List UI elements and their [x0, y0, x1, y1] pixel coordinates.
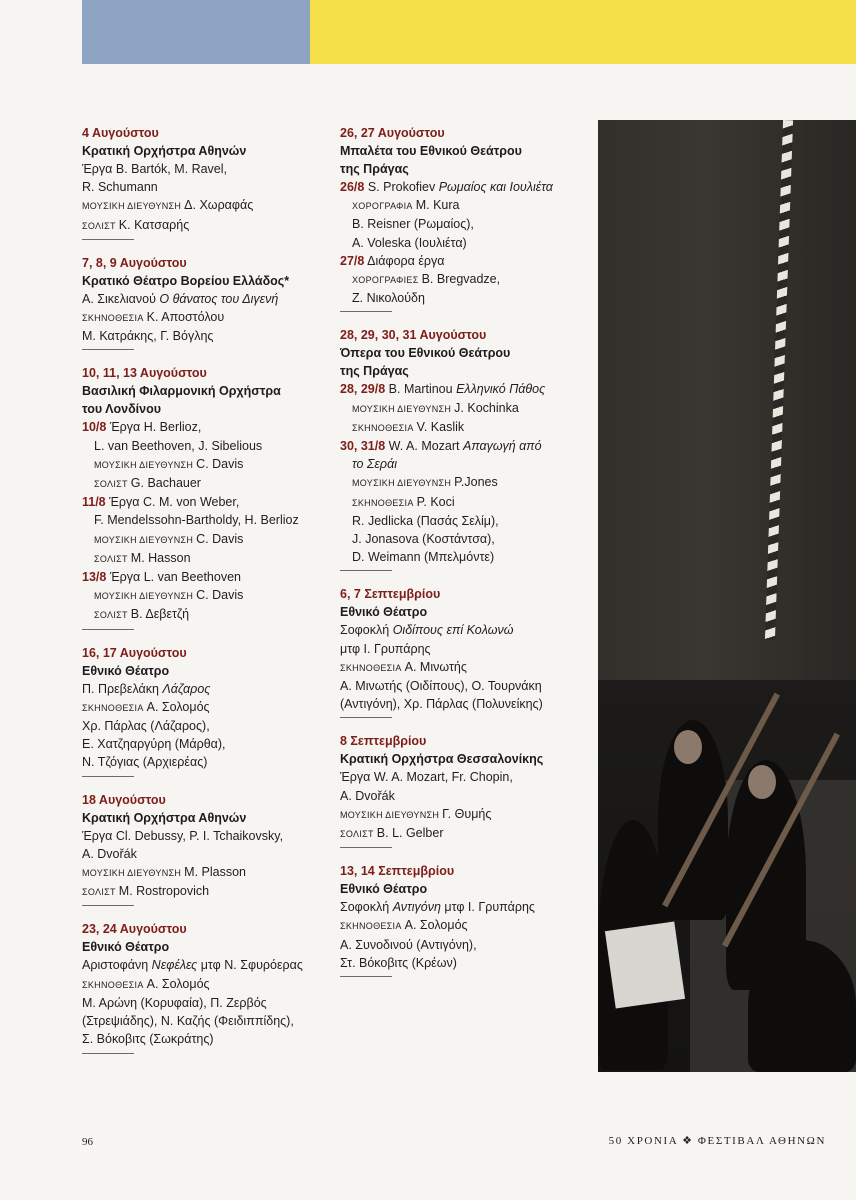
event-aug-28-31 [340, 326, 590, 571]
right-column [340, 124, 590, 991]
program-line: F. Mendelssohn-Bartholdy, H. Berlioz [94, 513, 299, 528]
event-venue: Κρατική Ορχήστρα Αθηνών [82, 144, 247, 158]
soloist-name: G. Bachauer [130, 476, 201, 491]
event-venue: Κρατική Ορχήστρα Αθηνών [82, 810, 247, 825]
cast-line: Σ. Βόκοβιτς (Σωκράτης) [82, 1032, 214, 1047]
cast-line: B. Reisner (Ρωμαίος), [352, 217, 474, 232]
divider [82, 629, 134, 630]
conductor-line [82, 863, 332, 882]
music-stand [605, 922, 685, 1009]
soloist-line [340, 824, 590, 843]
event-aug-7-9 [82, 254, 332, 351]
director-name: P. Koci [416, 494, 455, 509]
choreography-line [340, 196, 590, 215]
header-blue-bar [82, 0, 310, 64]
role-label: ΜΟΥΣΙΚΗ ΔΙΕΥΘΥΝΣΗ [94, 534, 194, 545]
program-text: Διάφορα έργα [367, 253, 445, 268]
program-line [340, 178, 590, 196]
role-label: ΜΟΥΣΙΚΗ ΔΙΕΥΘΥΝΣΗ [352, 403, 452, 414]
director-line [340, 658, 590, 677]
role-label: ΜΟΥΣΙΚΗ ΔΙΕΥΘΥΝΣΗ [94, 459, 194, 470]
event-sep-8 [340, 732, 590, 848]
program-line: R. Schumann [82, 180, 158, 195]
cast-line: R. Jedlicka (Πασάς Σελίμ), [352, 513, 499, 528]
program-line [340, 437, 590, 455]
composer: B. Martinou [388, 382, 453, 397]
program-line [82, 493, 332, 511]
divider [340, 976, 392, 977]
program-text: Έργα L. van Beethoven [109, 570, 241, 585]
conductor-line [340, 473, 590, 492]
page-number: 96 [82, 1136, 93, 1148]
author: Π. Πρεβελάκη [82, 681, 159, 696]
program-line [82, 418, 332, 436]
author: Σοφοκλή [340, 900, 390, 915]
event-venue: Κρατικό Θέατρο Βορείου Ελλάδος* [82, 273, 290, 288]
choreography-line: Z. Νικολούδη [352, 291, 425, 306]
role-label: ΣΟΛΙΣΤ [82, 887, 116, 898]
divider [340, 717, 392, 718]
program-text: Έργα H. Berlioz, [109, 420, 202, 435]
divider [82, 239, 134, 240]
role-label: ΜΟΥΣΙΚΗ ΔΙΕΥΘΥΝΣΗ [352, 478, 452, 489]
event-date: 16, 17 Αυγούστου [82, 645, 187, 660]
event-date: 26, 27 Αυγούστου [340, 126, 445, 140]
event-venue: Εθνικό Θέατρο [82, 940, 170, 955]
event-aug-18 [82, 791, 332, 907]
event-date: 13, 14 Σεπτεμβρίου [340, 864, 455, 879]
event-sep-13-14 [340, 862, 590, 977]
musician-face [748, 765, 776, 799]
role-label: ΣΟΛΙΣΤ [94, 479, 128, 490]
director-line [82, 975, 332, 994]
director-name: Α. Σολομός [146, 976, 210, 991]
soloist-name: B. L. Gelber [376, 826, 444, 841]
cast-line: Μ. Αρώνη (Κορυφαία), Π. Ζερβός [82, 995, 267, 1010]
role-label: ΣΚΗΝΟΘΕΣΙΑ [82, 979, 144, 990]
cast-line: A. Voleska (Ιουλιέτα) [352, 235, 467, 250]
cast-line: Α. Μινωτής (Οιδίπους), Ο. Τουρνάκη [340, 679, 542, 694]
sub-date: 30, 31/8 [340, 439, 386, 454]
running-footer: 50 ΧΡΟΝΙΑ ❖ ΦΕΣΤΙΒΑΛ ΑΘΗΝΩΝ [608, 1135, 826, 1147]
soloist-line [82, 549, 332, 568]
header-yellow-bar [310, 0, 856, 64]
role-label: ΣΚΗΝΟΘΕΣΙΑ [82, 313, 144, 324]
conductor-name: C. Davis [196, 456, 244, 471]
work-title: Νεφέλες [151, 958, 198, 973]
director-line [340, 493, 590, 512]
work-title: Απαγωγή από [463, 439, 542, 454]
work-title: Αντιγόνη [392, 900, 441, 915]
program-line: A. Dvořák [82, 846, 137, 861]
event-date: 7, 8, 9 Αυγούστου [82, 255, 187, 270]
role-label: ΜΟΥΣΙΚΗ ΔΙΕΥΘΥΝΣΗ [82, 201, 182, 212]
director-name: Α. Μινωτής [404, 659, 467, 674]
conductor-line [82, 530, 332, 549]
composer: S. Prokofiev [367, 180, 436, 194]
sub-date: 13/8 [82, 570, 107, 585]
work-title: Οιδίπους επί Κολωνώ [392, 623, 514, 638]
author: Αριστοφάνη [82, 958, 149, 973]
event-venue: Μπαλέτα του Εθνικού Θεάτρου [340, 144, 522, 158]
event-aug-23-24 [82, 920, 332, 1053]
event-date: 6, 7 Σεπτεμβρίου [340, 587, 441, 602]
program-line: A. Dvořák [340, 788, 395, 803]
program-line [82, 290, 332, 308]
program-line: Έργα B. Bartók, M. Ravel, [82, 162, 228, 176]
role-label: ΣΟΛΙΣΤ [94, 553, 128, 564]
translator-line: μτφ Ι. Γρυπάρης [340, 641, 431, 656]
work-title: Ο θάνατος του Διγενή [159, 291, 279, 306]
conductor-line [82, 455, 332, 474]
program-line [82, 568, 332, 586]
event-venue: της Πράγας [340, 364, 409, 379]
soloist-line [82, 216, 332, 235]
sub-date: 28, 29/8 [340, 382, 386, 397]
divider [82, 905, 134, 906]
event-aug-16-17 [82, 644, 332, 777]
event-venue: Κρατική Ορχήστρα Θεσσαλονίκης [340, 752, 544, 767]
cast-line: Ν. Τζόγιας (Αρχιερέας) [82, 755, 208, 770]
sub-date: 27/8 [340, 253, 365, 268]
cast-line: (Αντιγόνη), Χρ. Πάρλας (Πολυνείκης) [340, 697, 543, 712]
conductor-name: Γ. Θυμής [442, 806, 492, 821]
event-date: 10, 11, 13 Αυγούστου [82, 366, 207, 381]
role-label: ΣΚΗΝΟΘΕΣΙΑ [340, 662, 402, 673]
program-line: Έργα W. A. Mozart, Fr. Chopin, [340, 770, 513, 785]
divider [82, 776, 134, 777]
soloist-name: M. Hasson [130, 550, 191, 565]
program-line: L. van Beethoven, J. Sibelious [94, 438, 263, 453]
conductor-line [82, 586, 332, 605]
left-column [82, 124, 332, 1068]
program-line [340, 621, 590, 639]
conductor-line [340, 399, 590, 418]
program-line [82, 956, 332, 974]
translator: μτφ Ι. Γρυπάρης [444, 900, 535, 915]
program-line [340, 380, 590, 398]
event-venue: Εθνικό Θέατρο [340, 605, 428, 620]
event-venue: του Λονδίνου [82, 402, 161, 417]
cast-line: J. Jonasova (Κοστάντσα), [352, 532, 495, 547]
sub-date: 10/8 [82, 420, 107, 435]
role-label: ΣΚΗΝΟΘΕΣΙΑ [352, 497, 414, 508]
event-aug-4 [82, 124, 332, 240]
musician-figure [748, 940, 856, 1072]
director-line [340, 916, 590, 935]
stone-wall [598, 120, 856, 680]
conductor-name: J. Kochinka [454, 400, 519, 415]
divider [340, 570, 392, 571]
director-name: Α. Σολομός [404, 918, 468, 933]
role-label: ΣΟΛΙΣΤ [82, 220, 116, 231]
composer: W. A. Mozart [388, 439, 460, 454]
conductor-name: C. Davis [196, 588, 244, 603]
director-line [82, 698, 332, 717]
role-label: ΜΟΥΣΙΚΗ ΔΙΕΥΘΥΝΣΗ [82, 868, 182, 879]
cast-line: Στ. Βόκοβιτς (Κρέων) [340, 955, 457, 970]
role-label: ΜΟΥΣΙΚΗ ΔΙΕΥΘΥΝΣΗ [340, 809, 440, 820]
author: Α. Σικελιανού [82, 291, 156, 306]
program-line: Έργα Cl. Debussy, P. I. Tchaikovsky, [82, 828, 284, 843]
event-venue: Εθνικό Θέατρο [340, 882, 428, 897]
event-date: 18 Αυγούστου [82, 792, 166, 807]
conductor-line [82, 196, 332, 215]
soloist-name: M. Rostropovich [118, 884, 210, 899]
conductor-name: Δ. Χωραφάς [184, 198, 254, 213]
event-date: 23, 24 Αυγούστου [82, 922, 187, 937]
translator: μτφ Ν. Σφυρόερας [200, 958, 303, 973]
orchestra-photo [598, 120, 856, 1072]
role-label: ΣΟΛΙΣΤ [94, 610, 128, 621]
role-label: ΧΟΡΟΓΡΑΦΙΕΣ [352, 275, 419, 286]
event-date: 4 Αυγούστου [82, 126, 159, 140]
role-label: ΣΚΗΝΟΘΕΣΙΑ [352, 422, 414, 433]
cast-line: Χρ. Πάρλας (Λάζαρος), [82, 719, 210, 734]
sub-date: 26/8 [340, 180, 365, 194]
cast-line: D. Weimann (Μπελμόντε) [352, 550, 495, 565]
cast-line: Ε. Χατζηαργύρη (Μάρθα), [82, 737, 226, 752]
director-line [340, 418, 590, 437]
musician-face [674, 730, 702, 764]
conductor-name: P.Jones [454, 475, 498, 490]
work-title: Ρωμαίος και Ιουλιέτα [438, 180, 553, 194]
event-date: 8 Σεπτεμβρίου [340, 734, 427, 749]
author: Σοφοκλή [340, 623, 390, 638]
work-title: Ελληνικό Πάθος [456, 382, 546, 397]
role-label: ΣΚΗΝΟΘΕΣΙΑ [82, 702, 144, 713]
event-venue: Εθνικό Θέατρο [82, 663, 170, 678]
director-line [82, 308, 332, 327]
cast-line: Α. Συνοδινού (Αντιγόνη), [340, 937, 477, 952]
director-name: Α. Σολομός [146, 699, 210, 714]
program-text: Έργα C. M. von Weber, [109, 495, 240, 510]
event-date: 28, 29, 30, 31 Αυγούστου [340, 328, 487, 343]
event-aug-26-27 [340, 124, 590, 312]
program-line [340, 252, 590, 270]
choreographer-name: M. Kura [415, 198, 460, 213]
choreographer-name: B. Bregvadze, [421, 272, 501, 287]
conductor-name: C. Davis [196, 531, 244, 546]
program-line [82, 680, 332, 698]
role-label: ΣΟΛΙΣΤ [340, 829, 374, 840]
work-title-cont: το Σεράι [352, 457, 397, 472]
cast-line: (Στρεψιάδης), Ν. Καζής (Φειδιππίδης), [82, 1014, 294, 1029]
director-name: Κ. Αποστόλου [146, 310, 225, 325]
soloist-line [82, 605, 332, 624]
divider [340, 311, 392, 312]
work-title: Λάζαρος [162, 681, 211, 696]
soloist-line [82, 474, 332, 493]
program-line [340, 898, 590, 916]
conductor-line [340, 805, 590, 824]
cast-line: Μ. Κατράκης, Γ. Βόγλης [82, 329, 214, 344]
divider [82, 349, 134, 350]
role-label: ΜΟΥΣΙΚΗ ΔΙΕΥΘΥΝΣΗ [94, 591, 194, 602]
event-aug-10-13 [82, 364, 332, 629]
soloist-name: Κ. Κατσαρής [118, 217, 190, 232]
event-sep-6-7 [340, 585, 590, 718]
soloist-line [82, 882, 332, 901]
role-label: ΣΚΗΝΟΘΕΣΙΑ [340, 921, 402, 932]
event-venue: Όπερα του Εθνικού Θεάτρου [340, 346, 511, 361]
event-venue: Βασιλική Φιλαρμονική Ορχήστρα [82, 384, 281, 399]
divider [82, 1053, 134, 1054]
divider [340, 847, 392, 848]
event-venue: της Πράγας [340, 162, 409, 176]
director-name: V. Kaslik [416, 419, 465, 434]
choreography-line [340, 270, 590, 289]
soloist-name: Β. Δεβετζή [130, 607, 190, 622]
role-label: ΧΟΡΟΓΡΑΦΙΑ [352, 201, 413, 212]
conductor-name: M. Plasson [184, 865, 247, 880]
sub-date: 11/8 [82, 495, 106, 510]
